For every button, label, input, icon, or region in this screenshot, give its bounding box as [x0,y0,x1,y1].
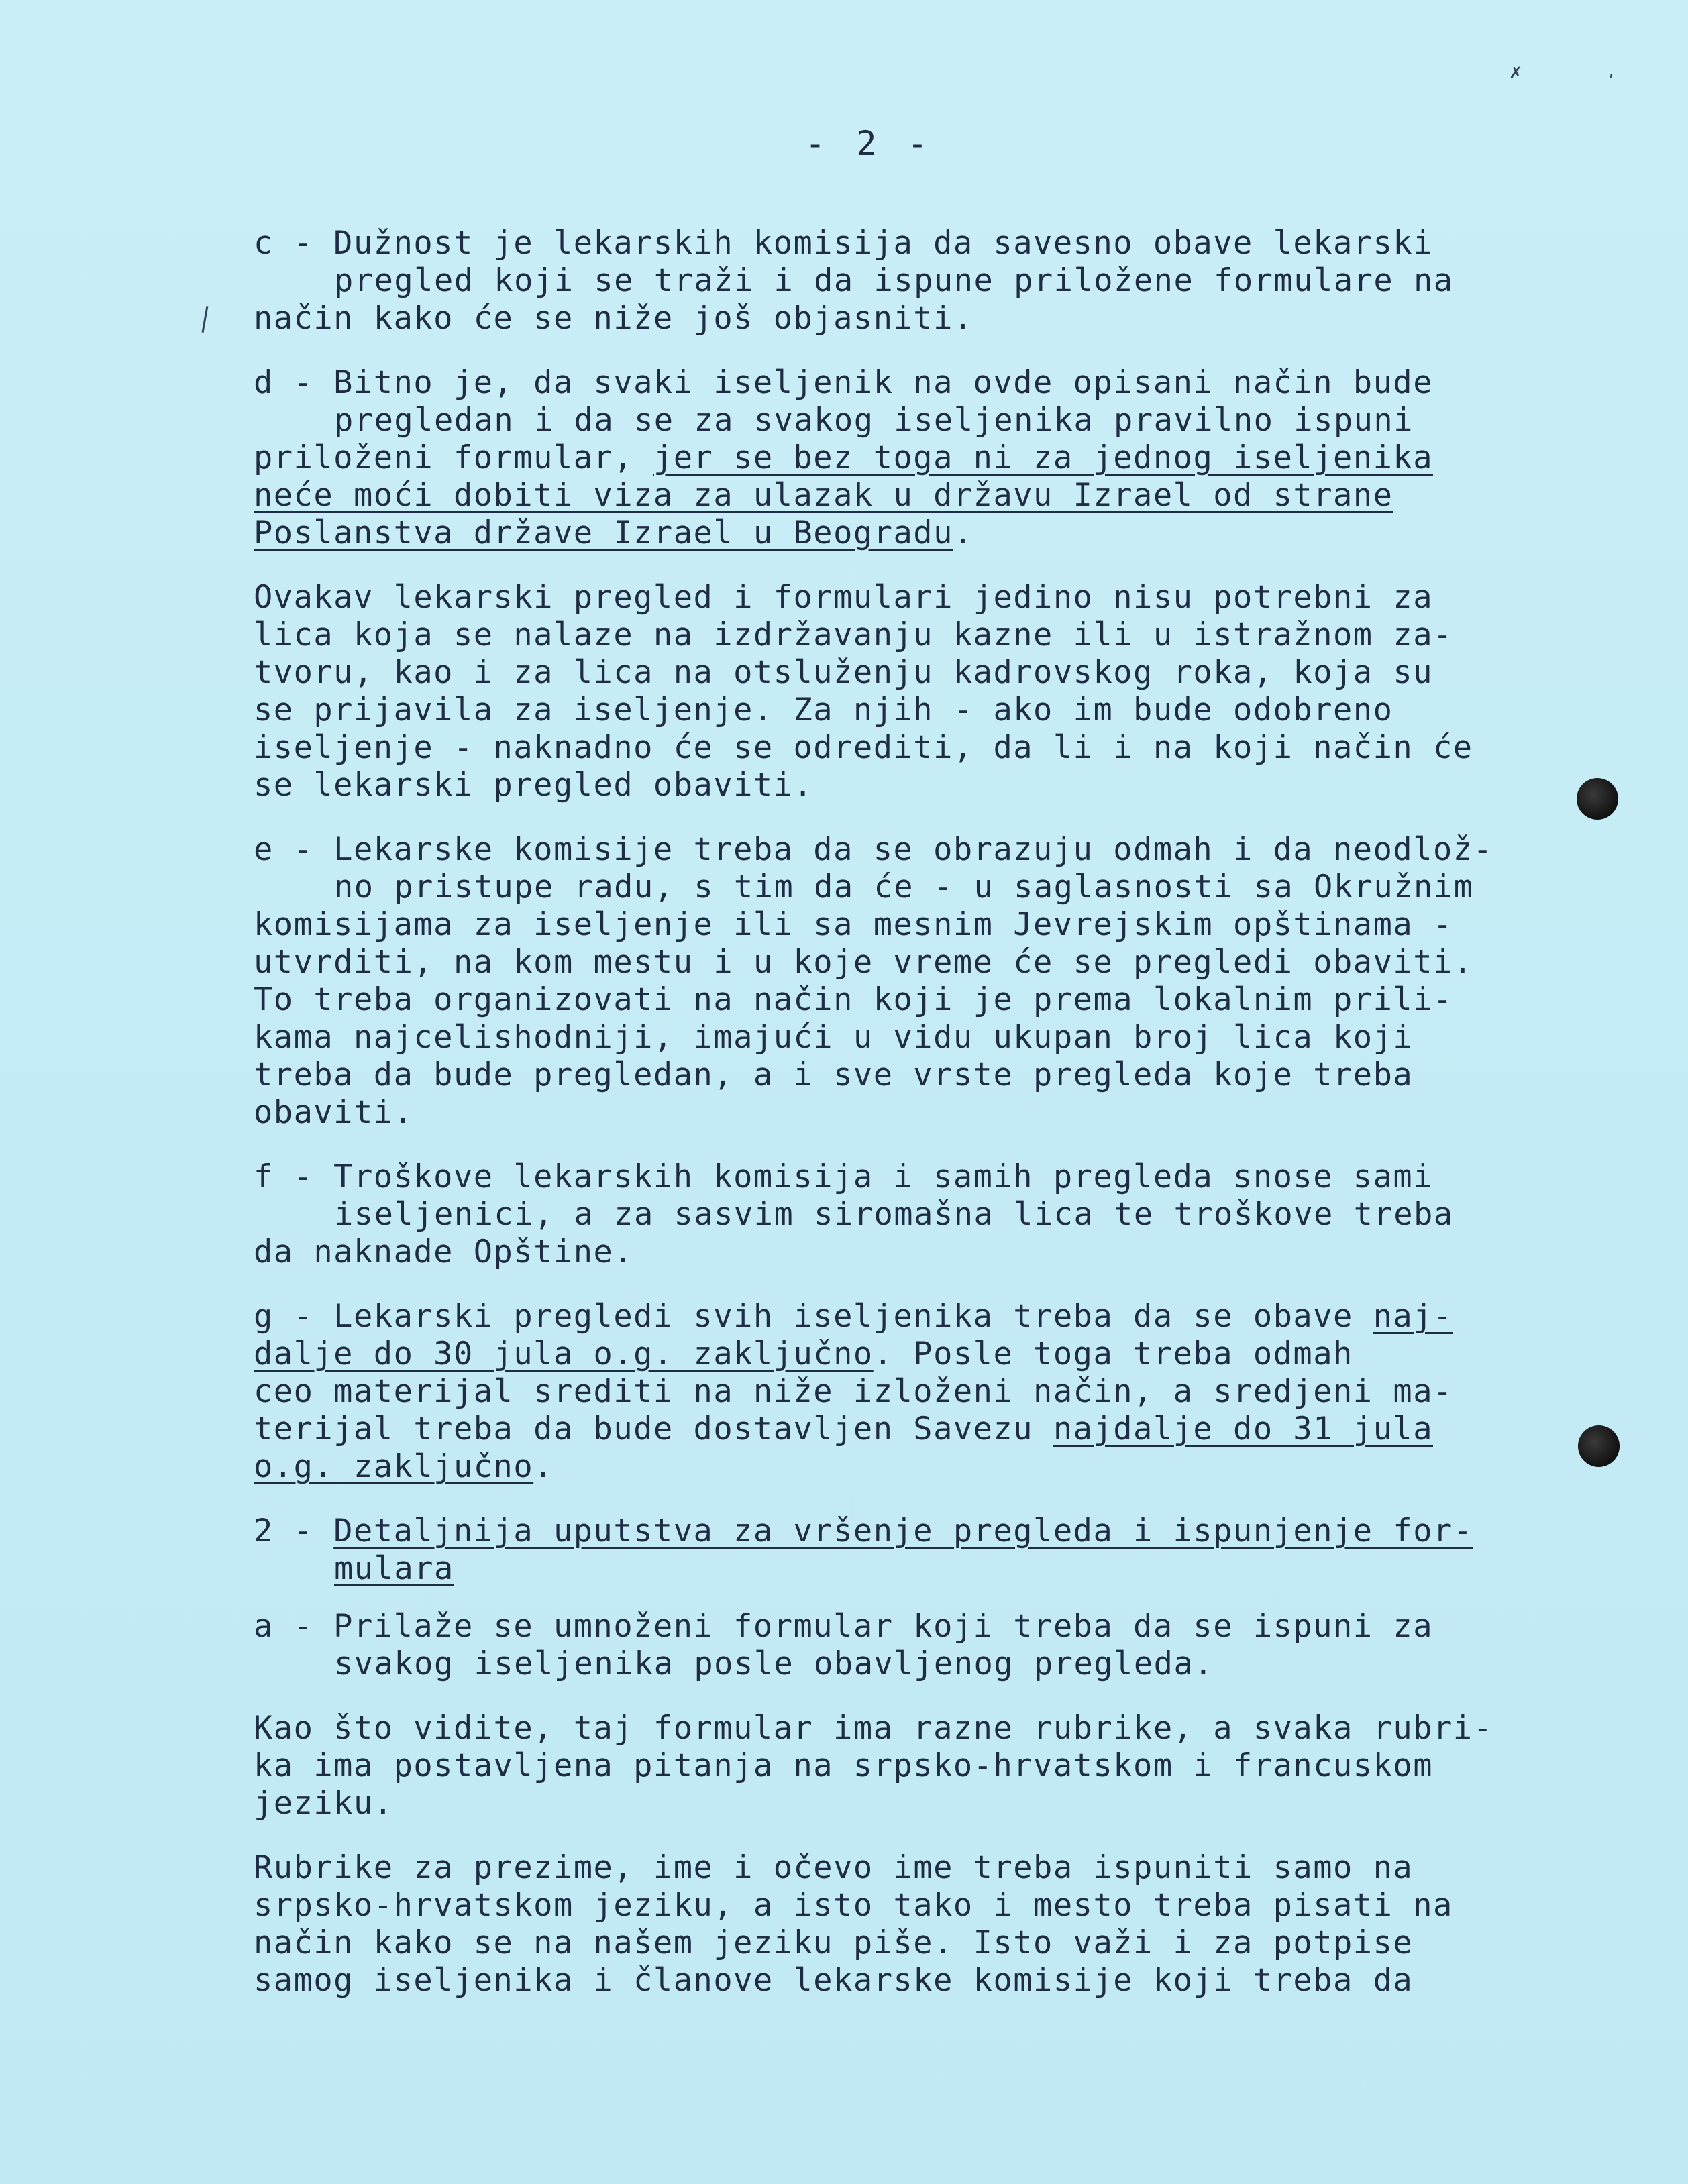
line-text: pregledan i da se za svakog iseljenika pravilno ispuni [334,402,1414,439]
paragraph [254,1849,1542,2000]
paragraph [254,364,1542,552]
page-number: - 2 - [805,124,933,163]
line-text: se prijavila za iseljenje. Za njih - ako im bude odobreno [254,692,1393,728]
underlined-text: Poslanstva države Izrael u Beogradu [254,514,953,551]
underlined-text: naj- [1373,1298,1453,1335]
line-text: treba da bude pregledan, a i sve vrste pregleda koje treba [254,1056,1414,1093]
text-line [254,514,1542,552]
text-line [254,1513,1542,1550]
text-line [254,1196,1542,1234]
text-line [254,439,1542,477]
text-line [254,477,1542,514]
text-line [254,831,1542,869]
text-line [254,729,1542,767]
text-line [254,767,1542,804]
line-text: način kako se na našem jeziku piše. Isto važi i za potpise [254,1924,1414,1961]
stray-mark: ✗ [1510,60,1522,84]
paragraph [254,831,1542,1132]
line-text: f - Troškove lekarskih komisija i samih pregleda snose sami [254,1158,1433,1195]
document-body [254,225,1542,2026]
line-text: d - Bitno je, da svaki iseljenik na ovde opisani način bude [254,364,1433,401]
paragraph [254,225,1542,337]
text-line [254,1608,1542,1645]
line-text: 2 - [254,1513,334,1549]
underlined-text: mulara [334,1550,454,1587]
text-line [254,1448,1542,1486]
line-text: . [533,1448,553,1485]
text-line [254,906,1542,944]
line-text: srpsko-hrvatskom jeziku, a isto tako i mesto treba pisati na [254,1887,1453,1924]
punch-hole [1577,778,1618,820]
line-text: svakog iseljenika posle obavljenog pregleda. [334,1645,1214,1682]
text-line [254,1335,1542,1373]
line-text: iseljenici, a za sasvim siromašna lica te troškove treba [334,1196,1454,1233]
line-text: kama najcelishodniji, imajući u vidu ukupan broj lica koji [254,1019,1414,1056]
text-line [254,1710,1542,1747]
text-line [254,1747,1542,1785]
text-line [254,944,1542,981]
text-line [254,869,1542,906]
text-line [254,1019,1542,1056]
text-line [254,1785,1542,1822]
text-line [254,262,1542,300]
line-text: . Posle toga treba odmah [873,1335,1353,1372]
underlined-text: Detaljnija uputstva za vršenje pregleda i ispunjenje for- [333,1513,1473,1549]
line-text: lica koja se nalaze na izdržavanju kazne ili u istražnom za- [254,616,1453,653]
margin-tick-mark [202,306,209,333]
line-text: iseljenje - naknadno će se odrediti, da li i na koji način će [254,729,1473,766]
text-line [254,1234,1542,1271]
line-text: . [953,514,973,551]
line-text: način kako će se niže još objasniti. [254,300,973,337]
line-text: samog iseljenika i članove lekarske komisije koji treba da [254,1962,1414,1999]
underlined-text: jer se bez toga ni za jednog iseljenika [653,439,1433,476]
text-line [254,1962,1542,2000]
text-line [254,1645,1542,1683]
text-line [254,1298,1542,1335]
line-text: e - Lekarske komisije treba da se obrazuju odmah i da neodlož- [254,831,1493,868]
line-text: da naknade Opštine. [254,1234,634,1270]
paragraph [254,1710,1542,1822]
paragraph [254,1298,1542,1486]
line-text: tvoru, kao i za lica na otsluženju kadrovskog roka, koja su [254,654,1433,691]
text-line [254,1550,1542,1588]
text-line [254,300,1542,337]
text-line [254,1373,1542,1411]
line-text: Ovakav lekarski pregled i formulari jedino nisu potrebni za [254,579,1433,616]
line-text: utvrditi, na kom mestu i u koje vreme će se pregledi obaviti. [254,944,1473,981]
text-line [254,364,1542,402]
text-line [254,1158,1542,1196]
line-text: ka ima postavljena pitanja na srpsko-hrvatskom i francuskom [254,1747,1433,1784]
line-text: a - Prilaže se umnoženi formular koji treba da se ispuni za [254,1608,1433,1645]
stray-mark: , [1607,64,1616,80]
text-line [254,1094,1542,1132]
paragraph [254,1608,1542,1683]
text-line [254,1056,1542,1094]
line-text: obaviti. [254,1094,414,1131]
text-line [254,1411,1542,1448]
line-text: Rubrike za prezime, ime i očevo ime treba ispuniti samo na [254,1849,1414,1886]
text-line [254,981,1542,1019]
underlined-text: neće moći dobiti viza za ulazak u državu Izrael od strane [254,477,1393,514]
text-line [254,616,1542,654]
underlined-text: dalje do 30 jula o.g. zaključno [254,1335,874,1372]
text-line [254,692,1542,729]
line-text: jeziku. [254,1785,394,1822]
paragraph [254,1158,1542,1271]
line-text: priloženi formular, [254,439,653,476]
line-text: komisijama za iseljenje ili sa mesnim Jevrejskim opštinama - [254,906,1453,943]
line-text: g - Lekarski pregledi svih iseljenika treba da se obave [254,1298,1373,1335]
line-text: To treba organizovati na način koji je prema lokalnim prili- [254,981,1453,1018]
line-text: terijal treba da bude dostavljen Savezu [254,1411,1053,1448]
line-text: no pristupe radu, s tim da će - u saglasnosti sa Okružnim [334,869,1474,906]
text-line [254,1924,1542,1962]
punch-hole [1578,1425,1620,1467]
text-line [254,225,1542,262]
line-text: c - Dužnost je lekarskih komisija da savesno obave lekarski [254,225,1433,262]
paragraph [254,579,1542,804]
line-text: se lekarski pregled obaviti. [254,767,814,804]
text-line [254,1849,1542,1887]
line-text: ceo materijal srediti na niže izloženi način, a sredjeni ma- [254,1373,1453,1410]
line-text: Kao što vidite, taj formular ima razne rubrike, a svaka rubri- [254,1710,1493,1747]
underlined-text: o.g. zaključno [254,1448,534,1485]
text-line [254,579,1542,616]
paragraph [254,1513,1542,1588]
text-line [254,654,1542,692]
line-text: pregled koji se traži i da ispune priložene formulare na [334,262,1454,299]
text-line [254,1887,1542,1924]
underlined-text: najdalje do 31 jula [1053,1411,1433,1448]
text-line [254,402,1542,439]
